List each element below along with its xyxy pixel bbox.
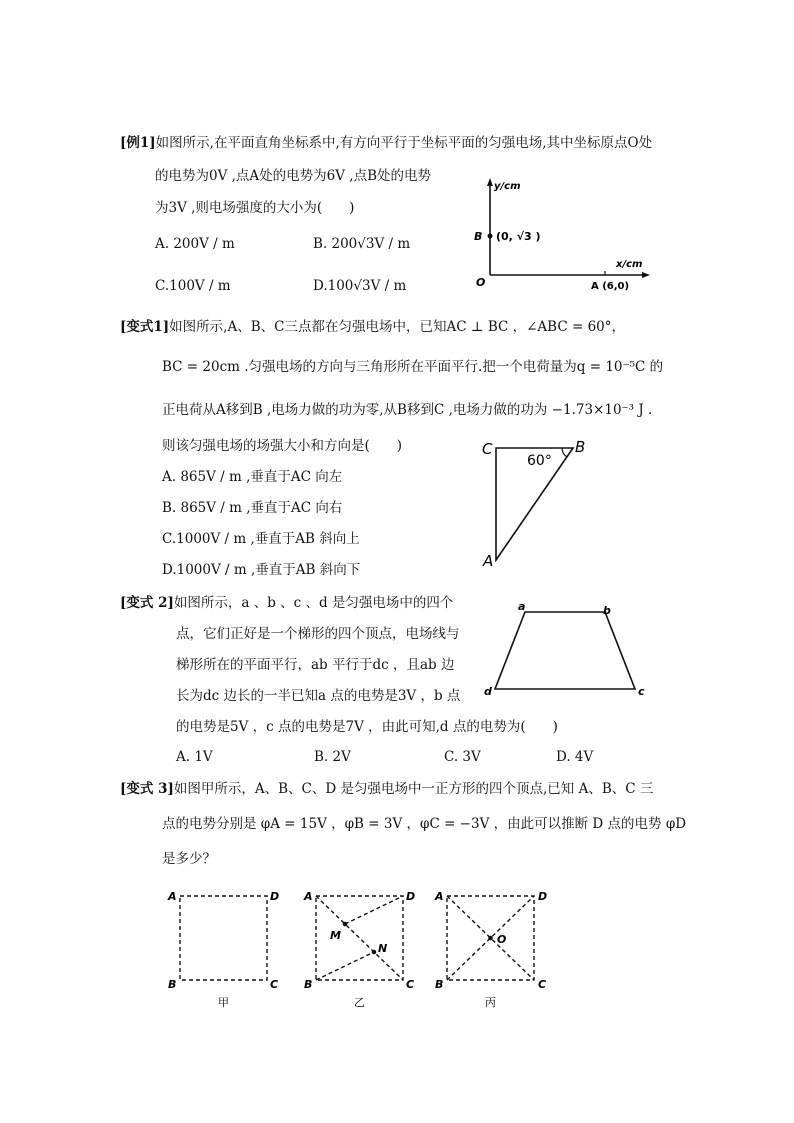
var1-option-c: C.1000V / m ,垂直于AB 斜向上 [162,531,360,547]
var1-line3: 正电荷从A移到B ,电场力做的功为零,从B移到C ,电场力做的功为 −1.73×10⁻³ J . [162,402,653,418]
var3-line1 [120,780,653,798]
label-c: c [638,685,645,698]
x-axis-label: x/cm [616,259,643,270]
bing-point-o [488,936,493,941]
x-axis-arrow [642,272,650,278]
var3-line3: 是多少？ [162,851,216,867]
y-axis-arrow [487,178,493,186]
jia-label-c: C [270,978,279,991]
jia-label-b: B [168,978,177,991]
bing-label-o: O [497,933,507,946]
bing-caption: 丙 [485,996,496,1009]
bing-label-d: D [538,890,548,903]
ex1-option-d: D.100√3V / m [313,278,407,294]
origin-label: O [476,276,486,289]
yi-label-c: C [406,978,415,991]
ex1-option-a: A. 200V / m [155,236,235,252]
var2-line4: 长为dc 边长的一半已知a 点的电势是3V ，b 点 [176,688,461,704]
yi-label-m: M [330,929,341,942]
angle-label: 60° [527,453,552,469]
var1-line2: BC = 20cm .匀强电场的方向与三角形所在平面平行.把一个电荷量为q = 10⁻⁵C 的 [162,359,664,375]
point-b [488,234,493,239]
var2-tag: [变式 2] [120,595,174,611]
square-jia-outline [180,896,267,980]
bing-label-c: C [538,978,547,991]
yi-label-b: B [304,978,313,991]
label-a: a [518,600,526,613]
var2-option-d: D. 4V [556,749,594,765]
var3-text-1: 如图甲所示，A、B、C、D 是匀强电场中一正方形的四个顶点,已知 A、B、C 三 [173,781,654,797]
var1-line4: 则该匀强电场的场强大小和方向是( ) [162,438,403,454]
ex1-option-c: C.100V / m [155,278,231,294]
point-b-label: B [474,230,483,243]
label-b: B [575,438,586,456]
ex1-line2: 的电势为0V ,点A处的电势为6V ,点B处的电势 [155,168,432,184]
point-a-label: A (6,0) [591,281,630,292]
var1-tag: [变式1] [120,319,170,335]
y-axis-label: y/cm [494,181,521,192]
var2-line3: 梯形所在的平面平行，ab 平行于dc ，且ab 边 [176,657,455,673]
jia-caption: 甲 [218,996,229,1009]
var2-option-b: B. 2V [314,749,351,765]
var2-line1 [120,594,453,612]
trapezoid-abcd [495,612,635,689]
ex1-option-b: B. 200√3V / m [313,236,411,252]
ex1-line1 [120,134,652,152]
ex1-text-1: 如图所示,在平面直角坐标系中,有方向平行于坐标平面的匀强电场,其中坐标原点O处 [155,135,653,151]
var2-line2: 点，它们正好是一个梯形的四个顶点，电场线与 [176,626,460,642]
var1-text-1: 如图所示,A、B、C三点都在匀强电场中，已知AC ⊥ BC ，∠ABC = 60°， [169,319,625,335]
var1-option-d: D.1000V / m ,垂直于AB 斜向下 [162,562,361,578]
yi-line-md [345,896,403,924]
label-b: b [603,604,611,617]
var1-option-b: B. 865V / m ,垂直于AC 向右 [162,500,343,516]
var3-line2: 点的电势分别是 φA = 15V ，φB = 3V ，φC = −3V ，由此可以推断 D 点的电势 φD [162,816,687,832]
var1-line1 [120,318,625,336]
angle-arc [562,448,567,457]
label-d: d [484,685,492,698]
yi-caption: 乙 [354,996,365,1009]
ex1-coordinate-figure [460,175,660,295]
bing-label-b: B [435,978,444,991]
var1-option-a: A. 865V / m ,垂直于AC 向左 [162,469,343,485]
yi-label-n: N [378,942,388,955]
var3-tag: [变式 3] [120,781,174,797]
yi-label-d: D [406,890,416,903]
var2-text-1: 如图所示，a 、b 、c 、d 是匀强电场中的四个 [173,595,454,611]
yi-point-n [372,950,377,955]
var2-option-c: C. 3V [444,749,481,765]
ex1-line3: 为3V ,则电场强度的大小为( ) [155,200,355,216]
point-b-coord: (0, √3 ) [496,230,541,243]
ex1-tag: [例1] [120,135,156,151]
label-c: C [482,440,493,458]
var1-triangle-figure [478,434,598,574]
jia-label-d: D [270,890,280,903]
bing-label-a: A [435,890,444,903]
var2-trapezoid-figure [480,598,655,703]
yi-line-bn [316,952,374,980]
var3-squares-figure [160,882,580,1012]
yi-label-a: A [304,890,313,903]
label-a: A [483,552,494,570]
square-jia [180,896,267,980]
jia-label-a: A [168,890,177,903]
var2-line5: 的电势是5V ，c 点的电势是7V ，由此可知,d 点的电势为( ) [176,719,558,735]
yi-point-m [343,922,348,927]
var2-option-a: A. 1V [176,749,213,765]
